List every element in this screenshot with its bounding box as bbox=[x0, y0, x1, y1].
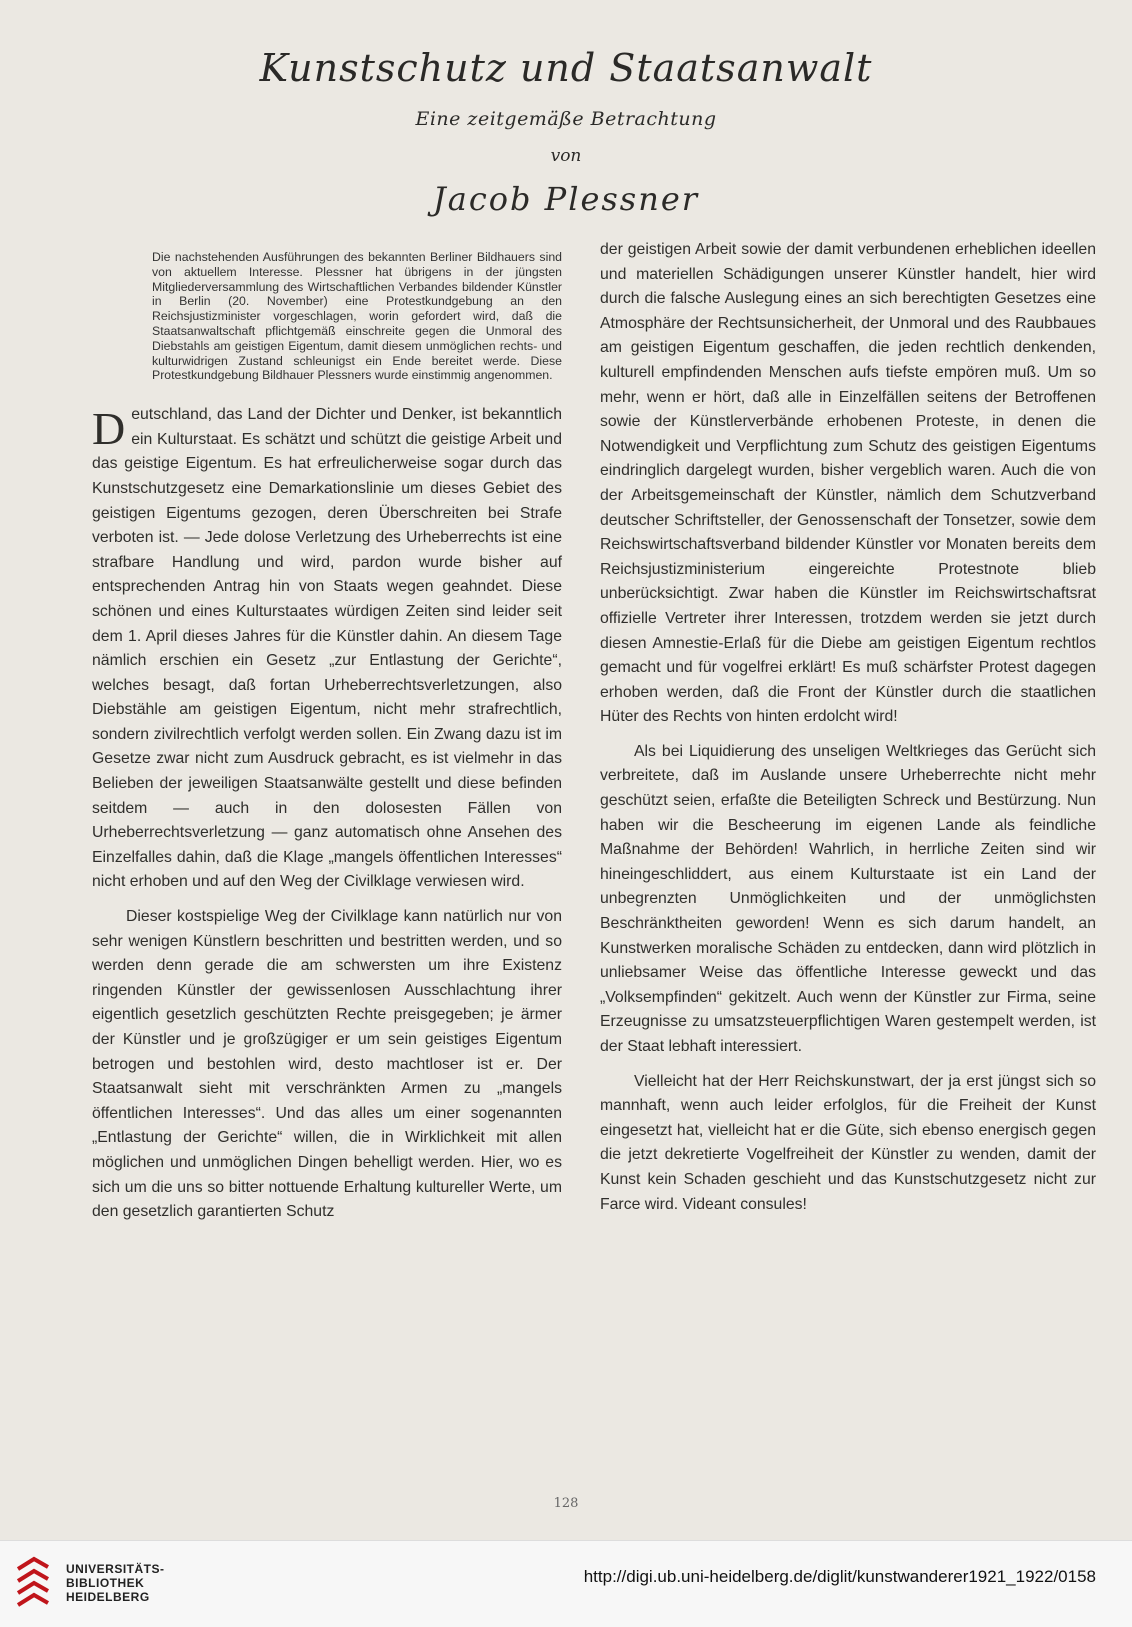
article-subtitle: Eine zeitgemäße Betrachtung bbox=[415, 108, 717, 130]
left-column bbox=[92, 238, 562, 1225]
article-title: Kunstschutz und Staatsanwalt bbox=[259, 46, 873, 90]
library-footer bbox=[0, 1540, 1132, 1627]
source-url-link[interactable]: http://digi.ub.uni-heidelberg.de/diglit/kunstwanderer1921_1922/0158 bbox=[583, 1567, 1096, 1586]
library-name: UNIVERSITÄTS- BIBLIOTHEK HEIDELBERG bbox=[66, 1562, 165, 1604]
library-logo-icon bbox=[14, 1555, 52, 1607]
by-line-connector: von bbox=[550, 146, 582, 166]
page-number: 128 bbox=[553, 1496, 579, 1511]
editorial-intro: Die nachstehenden Ausführungen des bekannten Berliner Bildhauers sind von aktuellem Interesse. Plessner hat übrigens in der jüngsten Mitgliederversammlung des Wirtschaftlichen Verbandes bildender Künstler in Berlin (20. November) eine Protestkundgebung an den Reichsjustizminister vorgeschlagen, worin gefordert wird, daß die Staatsanwaltschaft pflichtgemäß einschreite gegen die Unmoral des Diebstahls am geistigen Eigentum, damit diesem unmöglichen rechts- und kulturwidrigen Zustand schleunigst ein Ende bereitet werde. Diese Protestkundgebung Bildhauer Plessners wurde einstimmig angenommen. bbox=[152, 250, 562, 383]
body-paragraph-5: Vielleicht hat der Herr Reichskunstwart, der ja erst jüngst sich so mannhaft, wenn auch leider erfolglos, für die Freiheit der Kunst eingesetzt hat, vielleicht hat er die Güte, sich ebenso energisch gegen die jetzt dekretierte Vogelfreiheit der Künstler zu wenden, damit der Kunst kein Schaden geschieht und das Kunstschutzgesetz nicht zur Farce wird. Videant consules! bbox=[600, 1072, 1096, 1213]
body-paragraph-1 bbox=[92, 403, 562, 895]
body-paragraph-2: Dieser kostspielige Weg der Civilklage kann natürlich nur von sehr wenigen Künstlern beschritten und bestritten werden, und so werden denn gerade die am schwersten um ihre Existenz ringenden Künstler der gewissenlosen Ausschlachtung ihrer eigentlich gesetzlich geschützten Rechte preisgegeben; je ärmer der Künstler und je großzügiger er um sein geistiges Eigentum betrogen und bestohlen wird, desto machtloser ist er. Der Staatsanwalt sieht mit verschränkten Armen zu „mangels öffentlichen Interesses“. Und das alles um einer sogenannten „Entlastung der Gerichte“ willen, die in Wirklichkeit mit allen möglichen und unmöglichen Dingen behelligt werden. Hier, wo es sich um die uns so bitter nottuende Erhaltung kultureller Werte, um den gesetzlich garantierten Schutz bbox=[92, 908, 562, 1221]
body-paragraph-3: der geistigen Arbeit sowie der damit verbundenen erheblichen ideellen und materiellen Schädigungen unserer Künstler handelt, hier wird durch die falsche Auslegung eines an sich berechtigten Gesetzes eine Atmosphäre der Rechtsunsicherheit, der Unmoral und des Raubbaues am geistigen Eigentum geschaffen, die jeden rechtlich denkenden, kulturell empfindenden Menschen aufs tiefste empören muß. Um so mehr, wenn er hört, daß alle in Einzelfällen seitens der Betroffenen sowie der Künstlerverbände erhobenen Proteste, in denen die Notwendigkeit und Verpflichtung zum Schutz des geistigen Eigentums eindringlich dargelegt wurden, bisher vergeblich waren. Auch die von der Arbeitsgemeinschaft der Künstler, nämlich dem Schutzverband deutscher Schriftsteller, der Genossenschaft der Tonsetzer, sowie dem Reichswirtschaftsverband bildender Künstler vor Monaten bereits dem Reichsjustizministerium eingereichte Protestnote blieb unberücksichtigt. Zwar haben die Künstler im Reichswirtschaftsrat offizielle Vertreter ihrer Interessen, trotzdem werden sie jetzt durch diesen Amnestie-Erlaß für die Diebe am geistigen Eigentum rechtlos gemacht und für vogelfrei erklärt! Es muß schärfster Protest dagegen erhoben werden, daß die Front der Künstler durch die staatlichen Hüter des Rechts von hinten erdolcht wird! bbox=[600, 241, 1096, 726]
body-paragraph-4: Als bei Liquidierung des unseligen Weltkrieges das Gerücht sich verbreitete, daß im Auslande unsere Urheberrechte nicht mehr geschützt seien, erfaßte die Beteiligten Schreck und Bestürzung. Nun haben wir die Bescheerung im eigenen Lande als feindliche Maßnahme der Behörden! Wahrlich, in herrliche Zeiten sind wir hineingeschliddert, aus einem Kulturstaate ist ein Land der unbegrenzten Unmöglichkeiten und der unmöglichsten Beschränktheiten geworden! Wenn es sich darum handelt, an Kunstwerken moralische Schäden zu entdecken, dann wird plötzlich in unliebsamer Weise das öffentliche Interesse geweckt und das „Volksempfinden“ gekitzelt. Auch wenn der Künstler zur Firma, seine Erzeugnisse zu umsatzsteuerpflichtigen Waren gestempelt werden, ist der Staat lebhaft interessiert. bbox=[600, 742, 1096, 1055]
paragraph-text: eutschland, das Land der Dichter und Denker, ist bekanntlich ein Kulturstaat. Es schätzt und schützt die geistige Arbeit und das geistige Eigentum. Es hat erfreulicherweise sogar durch das Kunstschutzgesetz eine Demarkationslinie um dieses Gebiet des geistigen Eigentums gezogen, deren Überschreiten bei Strafe verboten ist. — Jede dolose Verletzung des Urheberrechts ist eine strafbare Handlung und wird, pardon wurde bisher auf entsprechenden Antrag hin von Staats wegen geahndet. Diese schönen und eines Kulturstaates würdigen Zeiten sind leider seit dem 1. April dieses Jahres für die Künstler dahin. An diesem Tage nämlich erschien ein Gesetz „zur Entlastung der Gerichte“, welches besagt, daß fortan Urheberrechtsverletzungen, also Diebstähle am geistigen Eigentum, nicht mehr strafrechtlich, sondern zivilrechtlich verfolgt werden sollen. Ein Zwang dazu ist im Gesetze zwar nicht zum Ausdruck gebracht, es ist vielmehr in das Belieben der jeweiligen Staatsanwälte gestellt und diese befinden seitdem — auch in den dolosesten Fällen von Urheberrechtsverletzung — ganz automatisch ohne Ansehen des Einzelfalles dahin, daß die Klage „mangels öffentlichen Interesses“ nicht erhoben und auf den Weg der Civilklage verwiesen wird. bbox=[92, 406, 562, 891]
drop-cap: D bbox=[92, 403, 126, 455]
author-name: Jacob Plessner bbox=[432, 180, 700, 218]
right-column bbox=[600, 238, 1096, 1217]
